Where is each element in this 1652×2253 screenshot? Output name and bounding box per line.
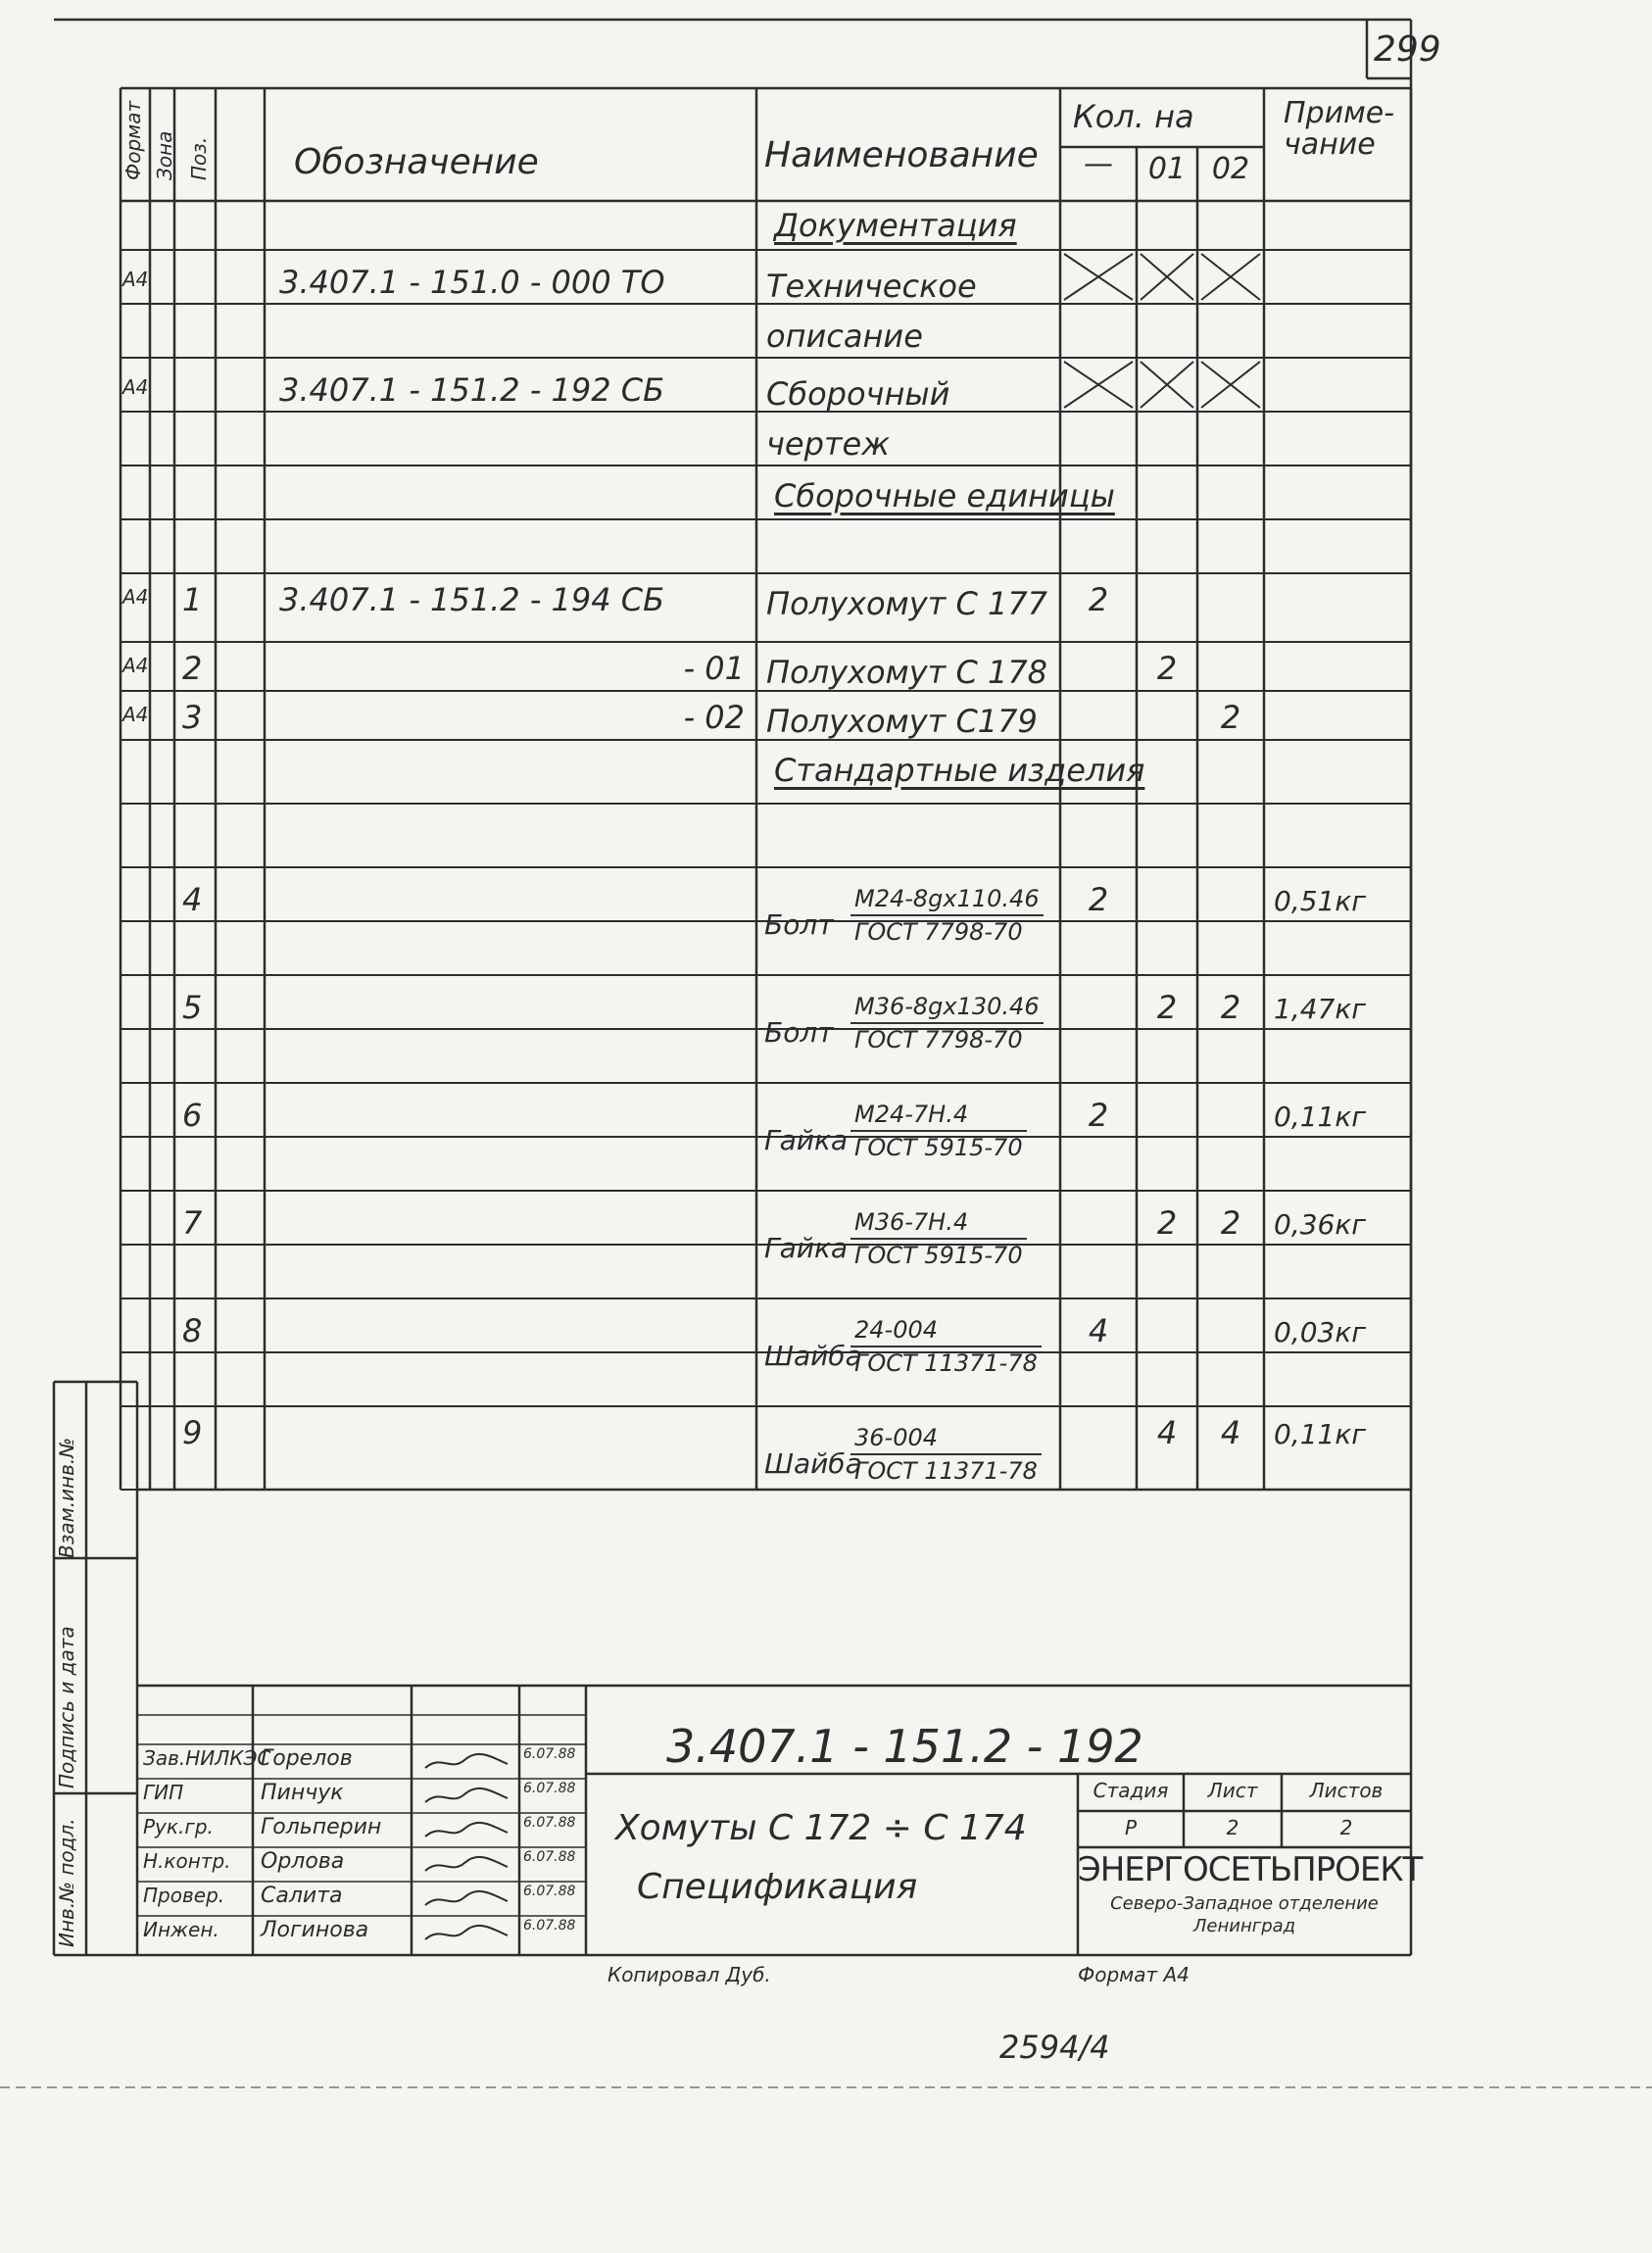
row-qty-q0: 2 [1088, 581, 1109, 618]
row-designation: 3.407.1 - 151.0 - 000 ТО [279, 264, 665, 301]
row-name: Сборочный чертеж [766, 375, 950, 464]
row-item-size: М36-8gх130.46 [850, 993, 1044, 1024]
signature-mark [421, 1785, 511, 1808]
row-note: 0,11кг [1274, 1418, 1366, 1450]
signer-role: Н.контр. [143, 1849, 231, 1873]
signer-date: 6.07.88 [523, 1918, 576, 1934]
org-sub-1: Северо-Западное отделение [1110, 1893, 1379, 1914]
row-item-kind: Гайка [764, 1124, 849, 1156]
row-item-spec [850, 993, 1044, 1053]
row-item-size: М36-7Н.4 [850, 1208, 1027, 1240]
row-qty-q0: 2 [1088, 1097, 1109, 1134]
copied-by: Копировал Дуб. [607, 1963, 771, 1986]
header-qty-base: — [1084, 147, 1113, 181]
section-heading: Стандартные изделия [774, 752, 1145, 789]
row-item-size: 24-004 [850, 1316, 1042, 1347]
row-designation: - 01 [683, 650, 745, 687]
stage-value: Р [1124, 1816, 1138, 1839]
row-item-kind: Шайба [764, 1340, 862, 1372]
row-qty-q0: 2 [1088, 881, 1109, 918]
signer-date: 6.07.88 [523, 1781, 576, 1796]
signature-mark [421, 1750, 511, 1774]
row-item-kind: Гайка [764, 1232, 849, 1264]
signer-role: Провер. [143, 1884, 225, 1907]
row-qty-q1: 2 [1156, 650, 1178, 687]
title-line-2: Спецификация [637, 1867, 918, 1907]
row-note: 0,36кг [1274, 1208, 1366, 1241]
row-designation: 3.407.1 - 151.2 - 194 СБ [279, 581, 665, 618]
side-label-inv: Инв.№ подл. [55, 1818, 78, 1947]
row-pos: 2 [182, 650, 203, 687]
row-pos: 9 [182, 1414, 203, 1451]
sheet-code: 2594/4 [999, 2029, 1110, 2066]
section-heading: Документация [774, 207, 1017, 244]
row-qty-q1: 4 [1156, 1414, 1178, 1451]
row-item-spec [850, 1208, 1027, 1269]
signer-role: Инжен. [143, 1918, 219, 1941]
row-item-standard: ГОСТ 7798-70 [854, 918, 1023, 946]
sheet-value: 2 [1226, 1816, 1239, 1839]
row-format: А4 [122, 703, 149, 726]
row-pos: 6 [182, 1097, 203, 1134]
row-qty-q2: 2 [1220, 989, 1241, 1026]
row-item-size: М24-7Н.4 [850, 1101, 1027, 1132]
signer-role: Рук.гр. [143, 1815, 214, 1838]
row-note: 0,03кг [1274, 1316, 1366, 1348]
row-item-spec [850, 1424, 1042, 1485]
row-note: 0,11кг [1274, 1101, 1366, 1133]
header-zone: Зона [153, 130, 176, 180]
signer-date: 6.07.88 [523, 1746, 576, 1762]
row-name: Полухомут С 177 [766, 585, 1048, 622]
row-qty-q2: 4 [1220, 1414, 1241, 1451]
row-pos: 3 [182, 699, 203, 736]
row-item-spec [850, 885, 1044, 946]
org-sub-2: Ленинград [1192, 1916, 1296, 1936]
signer-date: 6.07.88 [523, 1815, 576, 1831]
row-item-standard: ГОСТ 11371-78 [854, 1457, 1038, 1485]
row-name: Полухомут С179 [766, 703, 1038, 740]
signer-role: ГИП [143, 1781, 184, 1804]
row-item-spec [850, 1316, 1042, 1377]
signer-name: Горелов [261, 1746, 353, 1771]
side-label-podpis: Подпись и дата [55, 1626, 78, 1788]
row-item-standard: ГОСТ 5915-70 [854, 1242, 1023, 1269]
header-name: Наименование [764, 135, 1039, 175]
row-item-standard: ГОСТ 5915-70 [854, 1134, 1023, 1161]
header-qty-on: Кол. на [1073, 98, 1194, 135]
row-note: 1,47кг [1274, 993, 1366, 1025]
row-note: 0,51кг [1274, 885, 1366, 917]
row-pos: 4 [182, 881, 203, 918]
sheet-label: Лист [1207, 1779, 1258, 1802]
row-item-size: М24-8gх110.46 [850, 885, 1044, 916]
signer-date: 6.07.88 [523, 1884, 576, 1899]
row-designation: 3.407.1 - 151.2 - 192 СБ [279, 371, 665, 409]
header-qty-02: 02 [1211, 152, 1250, 186]
row-pos: 1 [182, 581, 203, 618]
row-qty-q2: 2 [1220, 699, 1241, 736]
row-qty-q0: 4 [1088, 1312, 1109, 1349]
header-note: Приме- чание [1284, 96, 1395, 162]
signer-name: Пинчук [261, 1781, 344, 1805]
header-pos: Поз. [187, 136, 211, 180]
signer-name: Салита [261, 1884, 343, 1908]
signature-mark [421, 1922, 511, 1945]
signature-mark [421, 1887, 511, 1911]
row-pos: 8 [182, 1312, 203, 1349]
row-format: А4 [122, 375, 149, 399]
doc-code: 3.407.1 - 151.2 - 192 [666, 1720, 1143, 1773]
row-pos: 7 [182, 1204, 203, 1242]
row-qty-q1: 2 [1156, 989, 1178, 1026]
row-format: А4 [122, 585, 149, 609]
row-name: Техническое описание [766, 268, 977, 356]
row-item-size: 36-004 [850, 1424, 1042, 1455]
signature-mark [421, 1819, 511, 1842]
row-item-standard: ГОСТ 11371-78 [854, 1349, 1038, 1377]
row-item-standard: ГОСТ 7798-70 [854, 1026, 1023, 1053]
header-format: Формат [121, 100, 145, 180]
row-item-kind: Болт [764, 908, 834, 941]
signer-name: Гольперин [261, 1815, 382, 1839]
row-item-spec [850, 1101, 1027, 1161]
section-heading: Сборочные единицы [774, 477, 1115, 514]
header-qty-01: 01 [1147, 152, 1187, 186]
row-format: А4 [122, 654, 149, 677]
row-pos: 5 [182, 989, 203, 1026]
sheets-value: 2 [1339, 1816, 1353, 1839]
format-label: Формат А4 [1078, 1963, 1190, 1986]
signer-role: Зав.НИЛКЭС [143, 1746, 271, 1770]
header-designation: Обозначение [294, 142, 539, 182]
signer-name: Орлова [261, 1849, 345, 1874]
org-name: ЭНЕРГОСЕТЬПРОЕКТ [1078, 1850, 1423, 1889]
side-label-vzam: Взам.инв.№ [55, 1437, 78, 1558]
row-item-kind: Болт [764, 1016, 834, 1049]
sheets-label: Листов [1309, 1779, 1384, 1802]
page-number: 299 [1374, 29, 1441, 70]
row-name: Полухомут С 178 [766, 654, 1048, 691]
row-qty-q2: 2 [1220, 1204, 1241, 1242]
stage-label: Стадия [1093, 1779, 1169, 1802]
row-item-kind: Шайба [764, 1447, 862, 1480]
row-format: А4 [122, 268, 149, 291]
signature-mark [421, 1853, 511, 1877]
title-line-1: Хомуты С 172 ÷ С 174 [615, 1808, 1027, 1848]
signer-date: 6.07.88 [523, 1849, 576, 1865]
row-designation: - 02 [683, 699, 745, 736]
row-qty-q1: 2 [1156, 1204, 1178, 1242]
signer-name: Логинова [261, 1918, 369, 1942]
